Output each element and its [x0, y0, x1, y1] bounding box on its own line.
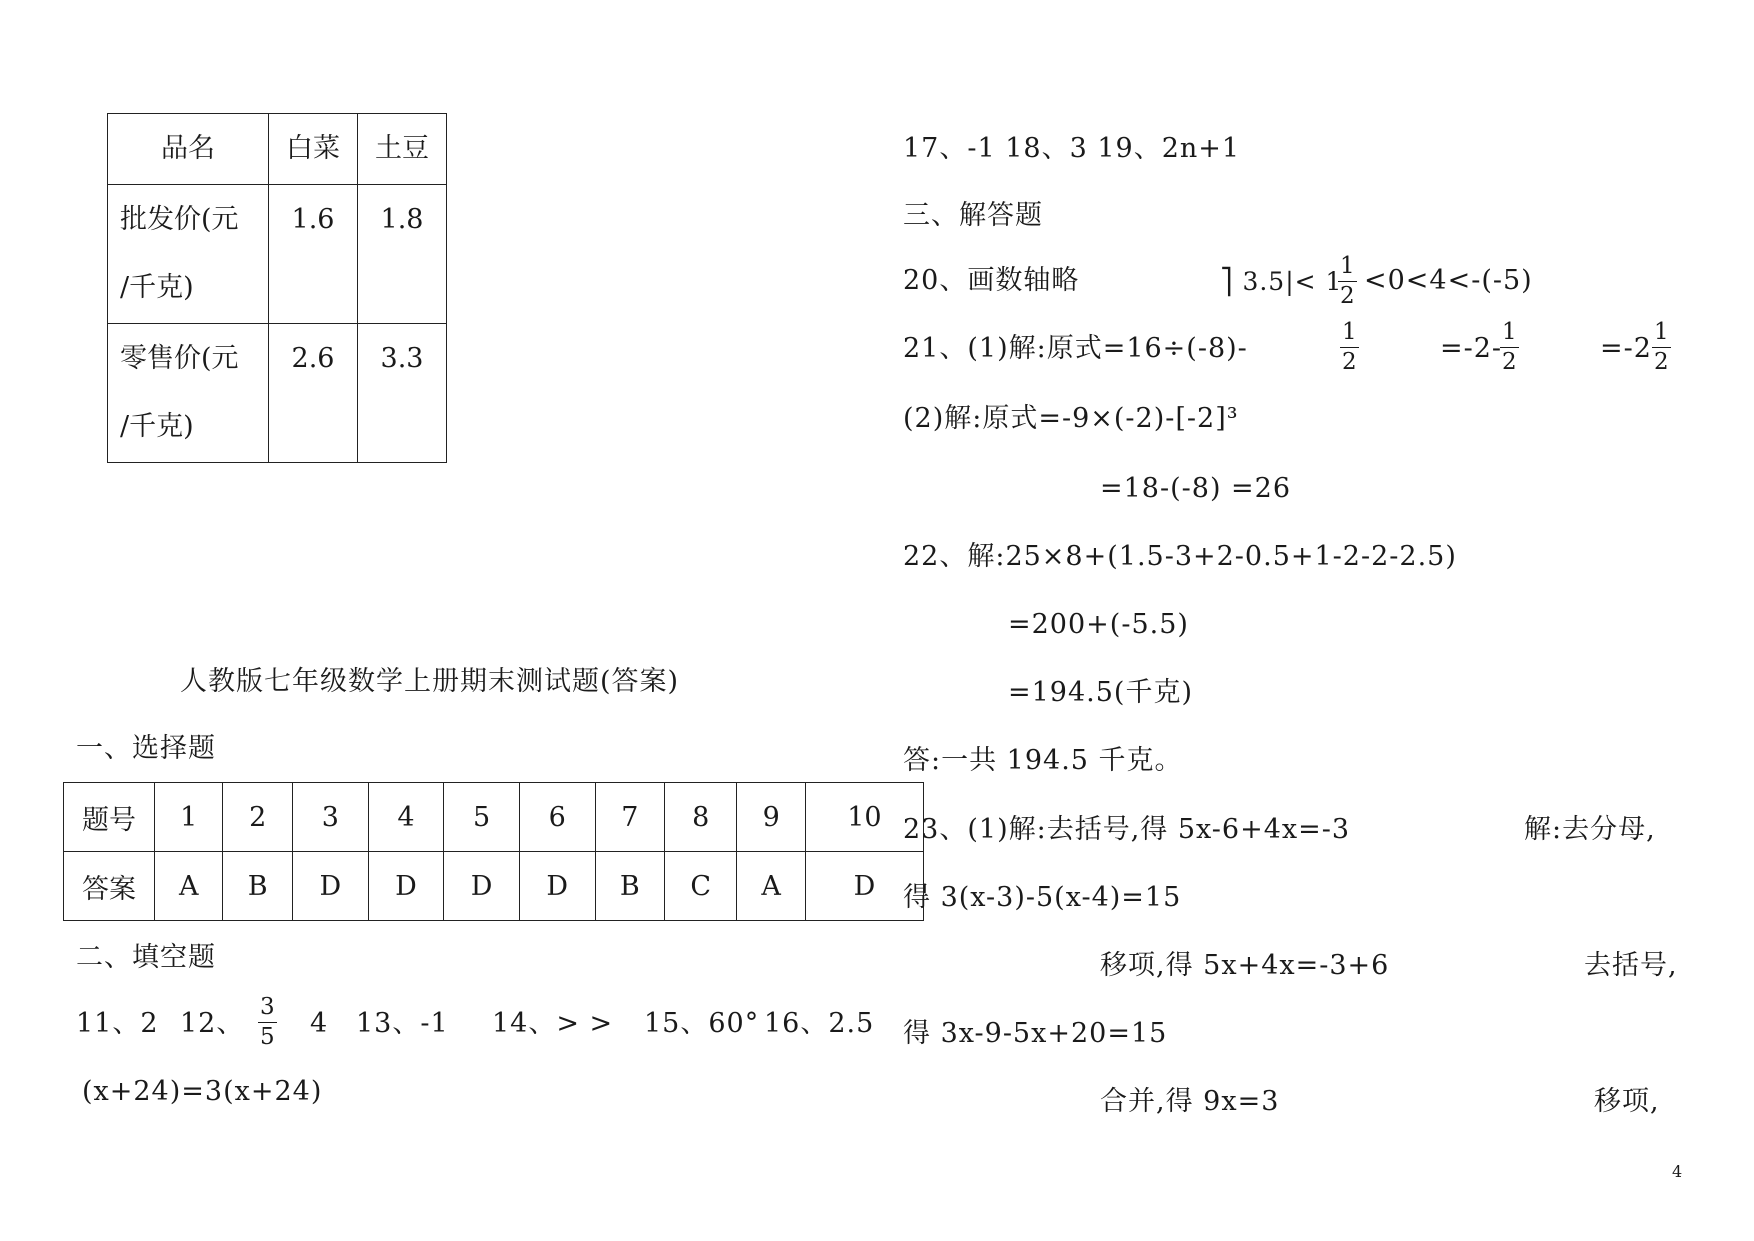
- price-header-potato: 土豆: [358, 114, 447, 185]
- fill-answer-16-continued: (x+24)=3(x+24): [82, 1076, 323, 1107]
- answer-22: 22、解:25×8+(1.5-3+2-0.5+1-2-2-2.5): [903, 541, 1457, 572]
- fill-answer-12: 12、: [180, 1008, 245, 1039]
- retail-cabbage: [269, 324, 358, 463]
- choice-answer-label: 答案: [64, 852, 155, 921]
- price-header-cabbage: 白菜: [269, 114, 358, 185]
- answer-23-1: 23、(1)解:去括号,得 5x-6+4x=-3: [903, 814, 1351, 845]
- choice-number: 5: [444, 783, 520, 852]
- choice-number: 9: [737, 783, 805, 852]
- price-header-name: 品名: [108, 114, 269, 185]
- wholesale-potato-value: 1.8: [380, 204, 424, 235]
- choice-answer: C: [665, 852, 737, 921]
- fraction-numerator: 1: [1652, 321, 1671, 348]
- retail-cabbage-value: 2.6: [291, 343, 335, 374]
- answer-23-1-step2: 移项,得 5x+4x=-3+6: [1100, 950, 1390, 981]
- choice-answer: D: [519, 852, 595, 921]
- answer-23-2-line2: 得 3(x-3)-5(x-4)=15: [903, 882, 1182, 913]
- answer-22-conclusion: 答:一共 194.5 千克。: [903, 745, 1183, 776]
- answer-21-2-step: =18-(-8) =26: [1100, 473, 1292, 504]
- price-row-wholesale-label: [108, 185, 269, 324]
- answer-21-fraction-c: [1652, 321, 1671, 374]
- section-fill-heading: 二、填空题: [76, 942, 216, 973]
- document-title: 人教版七年级数学上册期末测试题(答案): [180, 666, 680, 697]
- answer-20-fraction: [1338, 255, 1357, 308]
- wholesale-cabbage: [269, 185, 358, 324]
- retail-label-line1: 零售价(元: [120, 343, 239, 374]
- answer-21-1-step3: =-2: [1600, 333, 1652, 364]
- choice-number: 3: [293, 783, 369, 852]
- choice-answer: D: [805, 852, 923, 921]
- choice-number: 1: [155, 783, 223, 852]
- fraction-denominator: 2: [1342, 349, 1357, 375]
- fraction-numerator: 3: [258, 996, 277, 1023]
- answer-21-fraction-b: [1500, 321, 1519, 374]
- fraction-denominator: 2: [1502, 349, 1517, 375]
- fill-12-fraction: [258, 996, 277, 1049]
- fill-answer-14: 14、> >: [492, 1008, 614, 1039]
- wholesale-label-line2: /千克): [120, 272, 194, 303]
- answer-21-fraction-a: [1340, 321, 1359, 374]
- answer-23-2-start: 解:去分母,: [1524, 814, 1656, 845]
- price-table: [107, 113, 447, 463]
- fraction-denominator: 5: [260, 1024, 275, 1050]
- choice-number: 6: [519, 783, 595, 852]
- choice-number-label: 题号: [64, 783, 155, 852]
- answer-21-2: (2)解:原式=-9×(-2)-[-2]³: [903, 403, 1239, 434]
- fill-answer-12-tail: 4: [310, 1008, 329, 1039]
- choice-answer: D: [293, 852, 369, 921]
- fill-answer-11: 11、2: [76, 1008, 159, 1039]
- fraction-numerator: 1: [1338, 255, 1357, 282]
- answer-21-1: 21、(1)解:原式=16÷(-8)-: [903, 333, 1248, 364]
- choice-answer: A: [155, 852, 223, 921]
- wholesale-label-line1: 批发价(元: [120, 204, 239, 235]
- fraction-denominator: 2: [1340, 283, 1355, 309]
- answer-20-tail: <0<4<-(-5): [1364, 265, 1533, 296]
- choice-answer: A: [737, 852, 805, 921]
- choice-answer: D: [444, 852, 520, 921]
- fraction-numerator: 1: [1340, 321, 1359, 348]
- fill-answer-15: 15、60°: [644, 1008, 760, 1039]
- answer-23-2-step2: 去括号,: [1584, 950, 1678, 981]
- answer-22-step2: =194.5(千克): [1008, 677, 1193, 708]
- fraction-denominator: 2: [1654, 349, 1669, 375]
- choice-answer: B: [223, 852, 293, 921]
- fill-answer-13: 13、-1: [356, 1008, 449, 1039]
- choice-number: 8: [665, 783, 737, 852]
- answer-22-step1: =200+(-5.5): [1008, 609, 1189, 640]
- choice-number: 4: [368, 783, 444, 852]
- choice-number: 7: [595, 783, 665, 852]
- fraction-numerator: 1: [1500, 321, 1519, 348]
- wholesale-potato: [358, 185, 447, 324]
- price-row-retail-label: [108, 324, 269, 463]
- answer-23-2-step3: 移项,: [1594, 1086, 1660, 1117]
- fill-answer-16: 16、2.5: [764, 1008, 875, 1039]
- answer-23-1-step3: 合并,得 9x=3: [1100, 1086, 1280, 1117]
- section-choice-heading: 一、选择题: [76, 733, 216, 764]
- retail-label-line2: /千克): [120, 411, 194, 442]
- choice-number: 2: [223, 783, 293, 852]
- answers-17-19: 17、-1 18、3 19、2n+1: [903, 133, 1241, 164]
- answer-20: 20、画数轴略: [903, 265, 1080, 296]
- answer-20-expression: ⎤ 3.5|< 1: [1220, 267, 1343, 296]
- answer-23-2-line3: 得 3x-9-5x+20=15: [903, 1018, 1168, 1049]
- wholesale-cabbage-value: 1.6: [291, 204, 335, 235]
- page-number: 4: [1672, 1162, 1683, 1181]
- retail-potato-value: 3.3: [380, 343, 424, 374]
- choice-answer: D: [368, 852, 444, 921]
- answer-21-1-step2: =-2-: [1440, 333, 1503, 364]
- choice-answer-table: [63, 782, 924, 921]
- choice-number: 10: [805, 783, 923, 852]
- section-solve-heading: 三、解答题: [903, 200, 1043, 231]
- retail-potato: [358, 324, 447, 463]
- choice-answer: B: [595, 852, 665, 921]
